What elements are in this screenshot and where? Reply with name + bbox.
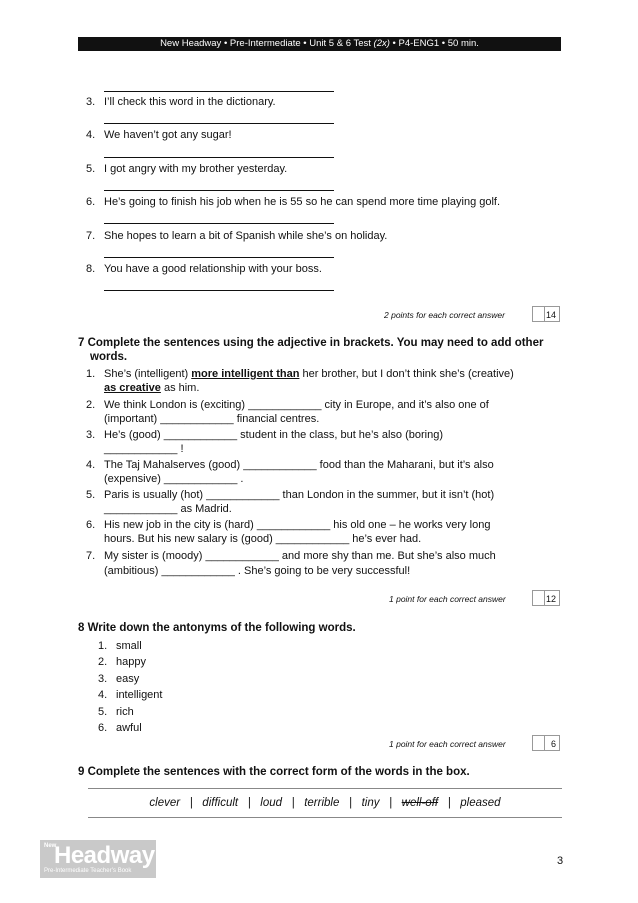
item-number: 4.	[98, 689, 108, 701]
word-box-item: pleased	[460, 797, 501, 809]
item-number: 3.	[98, 673, 108, 685]
word: easy	[116, 673, 140, 685]
score-box-divider	[532, 735, 545, 751]
sentence: Paris is usually (hot) ____________ than London in the summer, but it isn’t (hot)	[104, 489, 495, 501]
item-number: 7.	[86, 550, 96, 562]
item-number: 8.	[86, 263, 96, 275]
sentence: I’ll check this word in the dictionary.	[104, 96, 276, 108]
item-number: 7.	[86, 230, 96, 242]
answer-line[interactable]	[104, 123, 334, 124]
sentence-cont: hours. But his new salary is (good) ____________ he’s ever had.	[104, 533, 422, 545]
answer-line[interactable]	[104, 223, 334, 224]
score-box: 6	[532, 735, 560, 751]
sentence-cont: (ambitious) ____________ . She’s going to be very successful!	[104, 565, 411, 577]
points-note: 1 point for each correct answer	[389, 594, 506, 604]
word-box-item-used: well-off	[401, 797, 439, 809]
sentence: My sister is (moody) ____________ and more shy than me. But she’s also much	[104, 550, 496, 562]
word-box-item: loud	[260, 797, 283, 809]
sentence-cont: ____________ as Madrid.	[104, 503, 232, 515]
item-number: 1.	[86, 368, 96, 380]
word-box-item: clever	[149, 797, 181, 809]
item-number: 1.	[98, 640, 108, 652]
sentence: He’s going to finish his job when he is 55 so he can spend more time playing golf.	[104, 196, 501, 208]
item-number: 5.	[86, 489, 96, 501]
item-number: 5.	[98, 706, 108, 718]
exercise-title: 9 Complete the sentences with the correct form of the words in the box.	[78, 766, 470, 778]
points-note: 2 points for each correct answer	[384, 310, 505, 320]
page-number: 3	[557, 855, 564, 867]
answer-line[interactable]	[104, 290, 334, 291]
sentence-cont: as creative as him.	[104, 382, 200, 394]
word: happy	[116, 656, 146, 668]
exercise-title: 7 Complete the sentences using the adjective in brackets. You may need to add other	[78, 337, 544, 349]
sentence: We haven’t got any sugar!	[104, 129, 232, 141]
word-box: clever | difficult | loud | terrible | tiny | well-off | pleased	[88, 788, 562, 818]
page-header: New Headway • Pre-Intermediate • Unit 5 & 6 Test (2x) • P4-ENG1 • 50 min.	[78, 37, 561, 51]
sentence: His new job in the city is (hard) ____________ his old one – he works very long	[104, 519, 491, 531]
score-box-divider	[532, 590, 545, 606]
example-answer: more intelligent than	[191, 368, 300, 380]
word: rich	[116, 706, 134, 718]
sentence: We think London is (exciting) ____________ city in Europe, and it’s also one of	[104, 399, 489, 411]
word: intelligent	[116, 689, 163, 701]
sentence-cont: (important) ____________ financial centres.	[104, 413, 320, 425]
word-box-item: tiny	[361, 797, 380, 809]
sentence: You have a good relationship with your boss.	[104, 263, 322, 275]
header-italic: (2x)	[373, 38, 390, 49]
item-number: 3.	[86, 96, 96, 108]
item-number: 4.	[86, 129, 96, 141]
exercise-title-cont: words.	[90, 351, 128, 363]
item-number: 5.	[86, 163, 96, 175]
headway-logo: New Headway Pre-Intermediate Teacher’s Book	[40, 840, 156, 878]
item-number: 2.	[98, 656, 108, 668]
sentence: I got angry with my brother yesterday.	[104, 163, 288, 175]
answer-line[interactable]	[104, 91, 334, 92]
item-number: 6.	[86, 196, 96, 208]
sentence: The Taj Mahalserves (good) ____________ food than the Maharani, but it’s also	[104, 459, 494, 471]
points-note: 1 point for each correct answer	[389, 739, 506, 749]
item-number: 2.	[86, 399, 96, 411]
item-number: 6.	[98, 722, 108, 734]
score-box: 14	[532, 306, 560, 322]
score-box-divider	[532, 306, 545, 322]
item-number: 3.	[86, 429, 96, 441]
answer-line[interactable]	[104, 157, 334, 158]
sentence: She’s (intelligent) more intelligent than her brother, but I don’t think she’s (creative)	[104, 368, 514, 380]
answer-line[interactable]	[104, 190, 334, 191]
word-box-item: terrible	[304, 797, 340, 809]
sentence: He’s (good) ____________ student in the class, but he’s also (boring)	[104, 429, 443, 441]
sentence-cont: (expensive) ____________ .	[104, 473, 244, 485]
word: small	[116, 640, 142, 652]
sentence-cont: ____________ !	[104, 443, 184, 455]
answer-line[interactable]	[104, 257, 334, 258]
sentence: She hopes to learn a bit of Spanish while she’s on holiday.	[104, 230, 388, 242]
item-number: 4.	[86, 459, 96, 471]
word-box-item: difficult	[202, 797, 239, 809]
item-number: 6.	[86, 519, 96, 531]
score-box: 12	[532, 590, 560, 606]
example-answer: as creative	[104, 382, 161, 394]
word: awful	[116, 722, 142, 734]
exercise-title: 8 Write down the antonyms of the following words.	[78, 622, 356, 634]
